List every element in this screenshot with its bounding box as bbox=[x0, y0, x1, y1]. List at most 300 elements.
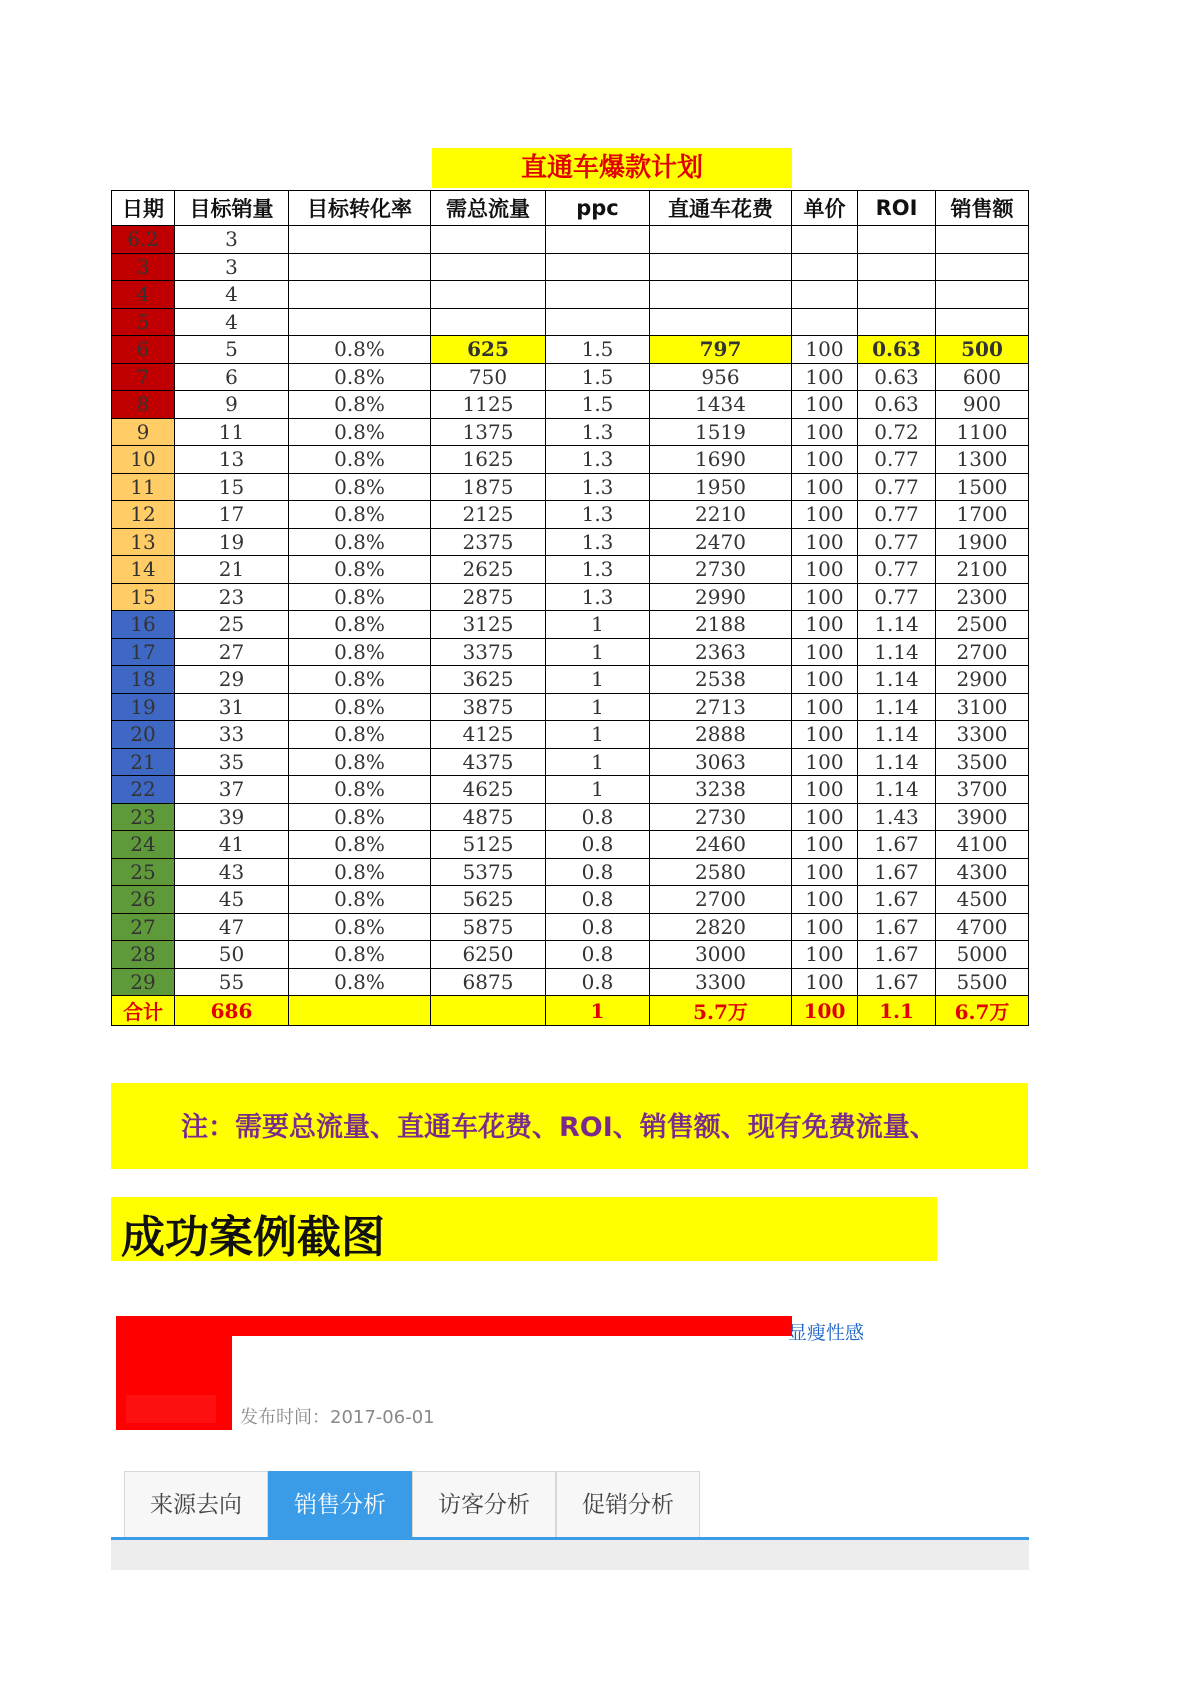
price-cell bbox=[792, 253, 858, 281]
conv-cell bbox=[289, 281, 431, 309]
sales-cell: 33 bbox=[175, 721, 289, 749]
ppc-cell: 1.3 bbox=[546, 446, 650, 474]
sales-cell: 17 bbox=[175, 501, 289, 529]
sales-cell: 37 bbox=[175, 776, 289, 804]
ppc-cell bbox=[546, 281, 650, 309]
ppc-cell: 1 bbox=[546, 638, 650, 666]
sales-cell: 35 bbox=[175, 748, 289, 776]
roi-cell bbox=[858, 253, 936, 281]
date-cell: 6 bbox=[112, 336, 175, 364]
table-row bbox=[112, 556, 1029, 584]
roi-cell: 1.67 bbox=[858, 858, 936, 886]
roi-cell: 1.14 bbox=[858, 638, 936, 666]
conv-cell: 0.8% bbox=[289, 913, 431, 941]
total-revenue: 6.7万 bbox=[936, 996, 1029, 1026]
plan-title: 直通车爆款计划 bbox=[432, 148, 792, 188]
conv-cell: 0.8% bbox=[289, 363, 431, 391]
roi-cell: 0.77 bbox=[858, 473, 936, 501]
ppc-cell: 1.5 bbox=[546, 336, 650, 364]
price-cell: 100 bbox=[792, 418, 858, 446]
sales-cell: 29 bbox=[175, 666, 289, 694]
table-row bbox=[112, 363, 1029, 391]
ppc-cell bbox=[546, 253, 650, 281]
roi-cell: 1.14 bbox=[858, 776, 936, 804]
ppc-cell: 0.8 bbox=[546, 858, 650, 886]
cost-cell: 1519 bbox=[650, 418, 792, 446]
table-row bbox=[112, 583, 1029, 611]
table-row bbox=[112, 308, 1029, 336]
total-traffic bbox=[431, 996, 546, 1026]
table-row bbox=[112, 941, 1029, 969]
traffic-cell: 4125 bbox=[431, 721, 546, 749]
cost-cell: 3063 bbox=[650, 748, 792, 776]
price-cell: 100 bbox=[792, 803, 858, 831]
cost-cell bbox=[650, 308, 792, 336]
sales-cell: 3 bbox=[175, 226, 289, 254]
roi-cell: 1.14 bbox=[858, 748, 936, 776]
ppc-cell: 0.8 bbox=[546, 831, 650, 859]
cost-cell: 797 bbox=[650, 336, 792, 364]
traffic-cell bbox=[431, 308, 546, 336]
redaction-block-small bbox=[126, 1395, 216, 1423]
traffic-cell: 4625 bbox=[431, 776, 546, 804]
traffic-cell: 2875 bbox=[431, 583, 546, 611]
ppc-cell bbox=[546, 226, 650, 254]
cost-cell: 2990 bbox=[650, 583, 792, 611]
product-title-link[interactable]: 显瘦性感 bbox=[788, 1322, 865, 1344]
roi-cell: 1.14 bbox=[858, 611, 936, 639]
date-cell: 3 bbox=[112, 253, 175, 281]
sales-cell: 25 bbox=[175, 611, 289, 639]
cost-cell: 1690 bbox=[650, 446, 792, 474]
roi-cell: 0.77 bbox=[858, 446, 936, 474]
tab-promotion-analysis[interactable]: 促销分析 bbox=[556, 1471, 700, 1537]
ppc-cell: 0.8 bbox=[546, 886, 650, 914]
roi-cell: 1.67 bbox=[858, 913, 936, 941]
tab-source[interactable]: 来源去向 bbox=[124, 1471, 268, 1537]
header-roi: ROI bbox=[858, 191, 936, 226]
date-cell: 23 bbox=[112, 803, 175, 831]
cost-cell: 2470 bbox=[650, 528, 792, 556]
date-cell: 7 bbox=[112, 363, 175, 391]
revenue-cell bbox=[936, 281, 1029, 309]
revenue-cell: 4300 bbox=[936, 858, 1029, 886]
roi-cell bbox=[858, 281, 936, 309]
revenue-cell: 600 bbox=[936, 363, 1029, 391]
revenue-cell: 4700 bbox=[936, 913, 1029, 941]
roi-cell: 0.72 bbox=[858, 418, 936, 446]
revenue-cell: 500 bbox=[936, 336, 1029, 364]
date-cell: 24 bbox=[112, 831, 175, 859]
revenue-cell: 2900 bbox=[936, 666, 1029, 694]
conv-cell: 0.8% bbox=[289, 968, 431, 996]
conv-cell bbox=[289, 253, 431, 281]
date-cell: 17 bbox=[112, 638, 175, 666]
price-cell: 100 bbox=[792, 638, 858, 666]
revenue-cell: 2300 bbox=[936, 583, 1029, 611]
table-row bbox=[112, 281, 1029, 309]
traffic-cell: 750 bbox=[431, 363, 546, 391]
date-cell: 15 bbox=[112, 583, 175, 611]
sales-cell: 47 bbox=[175, 913, 289, 941]
conv-cell: 0.8% bbox=[289, 611, 431, 639]
cost-cell: 3000 bbox=[650, 941, 792, 969]
traffic-cell: 2125 bbox=[431, 501, 546, 529]
conv-cell: 0.8% bbox=[289, 941, 431, 969]
header-ad-cost: 直通车花费 bbox=[650, 191, 792, 226]
date-cell: 14 bbox=[112, 556, 175, 584]
conv-cell: 0.8% bbox=[289, 418, 431, 446]
ppc-cell: 1.5 bbox=[546, 363, 650, 391]
case-title: 成功案例截图 bbox=[121, 1212, 385, 1263]
price-cell: 100 bbox=[792, 583, 858, 611]
revenue-cell bbox=[936, 253, 1029, 281]
note-banner bbox=[111, 1083, 1028, 1169]
date-cell: 16 bbox=[112, 611, 175, 639]
cost-cell: 3238 bbox=[650, 776, 792, 804]
table-row bbox=[112, 803, 1029, 831]
sales-cell: 23 bbox=[175, 583, 289, 611]
cost-cell: 1434 bbox=[650, 391, 792, 419]
revenue-cell bbox=[936, 226, 1029, 254]
sales-cell: 21 bbox=[175, 556, 289, 584]
conv-cell bbox=[289, 308, 431, 336]
price-cell: 100 bbox=[792, 913, 858, 941]
conv-cell: 0.8% bbox=[289, 721, 431, 749]
sales-cell: 19 bbox=[175, 528, 289, 556]
sales-cell: 41 bbox=[175, 831, 289, 859]
price-cell: 100 bbox=[792, 776, 858, 804]
sales-cell: 55 bbox=[175, 968, 289, 996]
traffic-cell: 5875 bbox=[431, 913, 546, 941]
cost-cell: 2363 bbox=[650, 638, 792, 666]
roi-cell: 0.77 bbox=[858, 528, 936, 556]
sales-cell: 11 bbox=[175, 418, 289, 446]
roi-cell: 1.67 bbox=[858, 831, 936, 859]
roi-cell bbox=[858, 226, 936, 254]
analysis-tabs bbox=[124, 1471, 700, 1537]
traffic-cell: 3125 bbox=[431, 611, 546, 639]
roi-cell: 0.77 bbox=[858, 583, 936, 611]
price-cell bbox=[792, 226, 858, 254]
conv-cell: 0.8% bbox=[289, 583, 431, 611]
table-row bbox=[112, 418, 1029, 446]
total-conv bbox=[289, 996, 431, 1026]
revenue-cell: 3500 bbox=[936, 748, 1029, 776]
traffic-cell bbox=[431, 226, 546, 254]
table-row bbox=[112, 968, 1029, 996]
date-cell: 29 bbox=[112, 968, 175, 996]
conv-cell: 0.8% bbox=[289, 693, 431, 721]
price-cell: 100 bbox=[792, 666, 858, 694]
price-cell: 100 bbox=[792, 693, 858, 721]
traffic-cell bbox=[431, 281, 546, 309]
price-cell: 100 bbox=[792, 501, 858, 529]
roi-cell: 0.63 bbox=[858, 391, 936, 419]
price-cell: 100 bbox=[792, 748, 858, 776]
conv-cell: 0.8% bbox=[289, 336, 431, 364]
table-row bbox=[112, 446, 1029, 474]
header-row bbox=[112, 191, 1029, 226]
traffic-cell: 625 bbox=[431, 336, 546, 364]
tab-content-area bbox=[111, 1540, 1029, 1570]
revenue-cell: 5000 bbox=[936, 941, 1029, 969]
total-cost: 5.7万 bbox=[650, 996, 792, 1026]
sales-cell: 3 bbox=[175, 253, 289, 281]
revenue-cell: 4500 bbox=[936, 886, 1029, 914]
conv-cell: 0.8% bbox=[289, 776, 431, 804]
date-cell: 20 bbox=[112, 721, 175, 749]
table-row bbox=[112, 886, 1029, 914]
revenue-cell: 1500 bbox=[936, 473, 1029, 501]
date-cell: 12 bbox=[112, 501, 175, 529]
total-row bbox=[112, 996, 1029, 1026]
cost-cell: 956 bbox=[650, 363, 792, 391]
price-cell: 100 bbox=[792, 528, 858, 556]
date-cell: 21 bbox=[112, 748, 175, 776]
total-roi: 1.1 bbox=[858, 996, 936, 1026]
ppc-cell: 0.8 bbox=[546, 803, 650, 831]
table-row bbox=[112, 528, 1029, 556]
tab-visitor-analysis[interactable]: 访客分析 bbox=[412, 1471, 556, 1537]
table-row bbox=[112, 831, 1029, 859]
roi-cell: 0.77 bbox=[858, 556, 936, 584]
roi-cell: 1.67 bbox=[858, 941, 936, 969]
date-cell: 6.2 bbox=[112, 226, 175, 254]
roi-cell: 0.63 bbox=[858, 336, 936, 364]
revenue-cell bbox=[936, 308, 1029, 336]
sales-cell: 9 bbox=[175, 391, 289, 419]
revenue-cell: 2100 bbox=[936, 556, 1029, 584]
ppc-cell: 0.8 bbox=[546, 913, 650, 941]
note-text: 注：需要总流量、直通车花费、ROI、销售额、现有免费流量、 bbox=[181, 1112, 937, 1143]
roi-cell: 1.14 bbox=[858, 693, 936, 721]
conv-cell: 0.8% bbox=[289, 473, 431, 501]
cost-cell: 2700 bbox=[650, 886, 792, 914]
roi-cell: 0.63 bbox=[858, 363, 936, 391]
total-sales: 686 bbox=[175, 996, 289, 1026]
sales-cell: 4 bbox=[175, 281, 289, 309]
traffic-cell: 1375 bbox=[431, 418, 546, 446]
header-date: 日期 bbox=[112, 191, 175, 226]
price-cell: 100 bbox=[792, 363, 858, 391]
table-row bbox=[112, 501, 1029, 529]
conv-cell: 0.8% bbox=[289, 501, 431, 529]
date-cell: 9 bbox=[112, 418, 175, 446]
ppc-cell: 1 bbox=[546, 693, 650, 721]
ppc-cell: 1 bbox=[546, 611, 650, 639]
ppc-cell: 1.3 bbox=[546, 583, 650, 611]
revenue-cell: 3700 bbox=[936, 776, 1029, 804]
cost-cell: 2730 bbox=[650, 803, 792, 831]
traffic-cell: 2375 bbox=[431, 528, 546, 556]
traffic-cell: 3625 bbox=[431, 666, 546, 694]
cost-cell: 2210 bbox=[650, 501, 792, 529]
sales-cell: 43 bbox=[175, 858, 289, 886]
sales-cell: 5 bbox=[175, 336, 289, 364]
traffic-cell: 5125 bbox=[431, 831, 546, 859]
date-cell: 13 bbox=[112, 528, 175, 556]
sales-cell: 6 bbox=[175, 363, 289, 391]
sales-cell: 31 bbox=[175, 693, 289, 721]
traffic-cell: 5375 bbox=[431, 858, 546, 886]
table-row bbox=[112, 858, 1029, 886]
total-label: 合计 bbox=[112, 996, 175, 1026]
conv-cell: 0.8% bbox=[289, 858, 431, 886]
date-cell: 11 bbox=[112, 473, 175, 501]
sales-cell: 50 bbox=[175, 941, 289, 969]
cost-cell bbox=[650, 281, 792, 309]
cost-cell: 2820 bbox=[650, 913, 792, 941]
roi-cell: 1.14 bbox=[858, 721, 936, 749]
ppc-cell: 0.8 bbox=[546, 968, 650, 996]
ppc-cell: 1.5 bbox=[546, 391, 650, 419]
table-row bbox=[112, 336, 1029, 364]
table-row bbox=[112, 721, 1029, 749]
price-cell: 100 bbox=[792, 473, 858, 501]
traffic-cell: 1625 bbox=[431, 446, 546, 474]
cost-cell: 2713 bbox=[650, 693, 792, 721]
publish-time: 发布时间：2017-06-01 bbox=[240, 1407, 435, 1428]
revenue-cell: 3300 bbox=[936, 721, 1029, 749]
revenue-cell: 3100 bbox=[936, 693, 1029, 721]
table-row bbox=[112, 638, 1029, 666]
date-cell: 18 bbox=[112, 666, 175, 694]
date-cell: 19 bbox=[112, 693, 175, 721]
traffic-cell bbox=[431, 253, 546, 281]
ppc-cell: 1.3 bbox=[546, 473, 650, 501]
sales-cell: 45 bbox=[175, 886, 289, 914]
table-row bbox=[112, 693, 1029, 721]
traffic-cell: 5625 bbox=[431, 886, 546, 914]
revenue-cell: 1700 bbox=[936, 501, 1029, 529]
traffic-cell: 4875 bbox=[431, 803, 546, 831]
header-total-traffic: 需总流量 bbox=[431, 191, 546, 226]
ppc-cell: 1 bbox=[546, 748, 650, 776]
revenue-cell: 2700 bbox=[936, 638, 1029, 666]
revenue-cell: 3900 bbox=[936, 803, 1029, 831]
conv-cell: 0.8% bbox=[289, 556, 431, 584]
table-row bbox=[112, 253, 1029, 281]
sales-cell: 15 bbox=[175, 473, 289, 501]
ppc-cell: 1.3 bbox=[546, 528, 650, 556]
table-row bbox=[112, 748, 1029, 776]
price-cell: 100 bbox=[792, 336, 858, 364]
roi-cell: 1.67 bbox=[858, 968, 936, 996]
ppc-cell: 1 bbox=[546, 776, 650, 804]
cost-cell: 3300 bbox=[650, 968, 792, 996]
ppc-cell: 0.8 bbox=[546, 941, 650, 969]
ppc-cell bbox=[546, 308, 650, 336]
date-cell: 5 bbox=[112, 308, 175, 336]
table-row bbox=[112, 776, 1029, 804]
ppc-cell: 1 bbox=[546, 666, 650, 694]
revenue-cell: 5500 bbox=[936, 968, 1029, 996]
total-ppc: 1 bbox=[546, 996, 650, 1026]
cost-cell: 1950 bbox=[650, 473, 792, 501]
revenue-cell: 900 bbox=[936, 391, 1029, 419]
price-cell: 100 bbox=[792, 858, 858, 886]
table-row bbox=[112, 473, 1029, 501]
conv-cell: 0.8% bbox=[289, 528, 431, 556]
conv-cell: 0.8% bbox=[289, 446, 431, 474]
table-row bbox=[112, 611, 1029, 639]
ppc-cell: 1.3 bbox=[546, 556, 650, 584]
date-cell: 28 bbox=[112, 941, 175, 969]
table-row bbox=[112, 666, 1029, 694]
cost-cell bbox=[650, 226, 792, 254]
traffic-cell: 1875 bbox=[431, 473, 546, 501]
cost-cell: 2538 bbox=[650, 666, 792, 694]
roi-cell bbox=[858, 308, 936, 336]
price-cell: 100 bbox=[792, 611, 858, 639]
conv-cell: 0.8% bbox=[289, 666, 431, 694]
revenue-cell: 1900 bbox=[936, 528, 1029, 556]
cost-cell bbox=[650, 253, 792, 281]
revenue-cell: 2500 bbox=[936, 611, 1029, 639]
date-cell: 4 bbox=[112, 281, 175, 309]
sales-cell: 4 bbox=[175, 308, 289, 336]
conv-cell: 0.8% bbox=[289, 831, 431, 859]
cost-cell: 2730 bbox=[650, 556, 792, 584]
price-cell: 100 bbox=[792, 941, 858, 969]
date-cell: 26 bbox=[112, 886, 175, 914]
table-row bbox=[112, 913, 1029, 941]
tab-sales-analysis[interactable]: 销售分析 bbox=[268, 1471, 412, 1537]
conv-cell: 0.8% bbox=[289, 638, 431, 666]
ppc-cell: 1 bbox=[546, 721, 650, 749]
price-cell: 100 bbox=[792, 831, 858, 859]
header-unit-price: 单价 bbox=[792, 191, 858, 226]
table-row bbox=[112, 226, 1029, 254]
traffic-cell: 6875 bbox=[431, 968, 546, 996]
roi-cell: 1.43 bbox=[858, 803, 936, 831]
traffic-cell: 6250 bbox=[431, 941, 546, 969]
traffic-cell: 3875 bbox=[431, 693, 546, 721]
price-cell: 100 bbox=[792, 446, 858, 474]
price-cell bbox=[792, 281, 858, 309]
date-cell: 22 bbox=[112, 776, 175, 804]
price-cell bbox=[792, 308, 858, 336]
cost-cell: 2460 bbox=[650, 831, 792, 859]
conv-cell: 0.8% bbox=[289, 748, 431, 776]
traffic-cell: 3375 bbox=[431, 638, 546, 666]
ppc-cell: 1.3 bbox=[546, 418, 650, 446]
table-row bbox=[112, 391, 1029, 419]
price-cell: 100 bbox=[792, 391, 858, 419]
roi-cell: 1.67 bbox=[858, 886, 936, 914]
revenue-cell: 1100 bbox=[936, 418, 1029, 446]
sales-cell: 13 bbox=[175, 446, 289, 474]
roi-cell: 0.77 bbox=[858, 501, 936, 529]
traffic-cell: 1125 bbox=[431, 391, 546, 419]
header-conversion-rate: 目标转化率 bbox=[289, 191, 431, 226]
plan-table bbox=[111, 190, 1029, 1026]
date-cell: 25 bbox=[112, 858, 175, 886]
conv-cell: 0.8% bbox=[289, 886, 431, 914]
date-cell: 27 bbox=[112, 913, 175, 941]
ppc-cell: 1.3 bbox=[546, 501, 650, 529]
price-cell: 100 bbox=[792, 886, 858, 914]
case-banner bbox=[111, 1197, 937, 1261]
revenue-cell: 1300 bbox=[936, 446, 1029, 474]
cost-cell: 2580 bbox=[650, 858, 792, 886]
total-price: 100 bbox=[792, 996, 858, 1026]
price-cell: 100 bbox=[792, 721, 858, 749]
sales-cell: 39 bbox=[175, 803, 289, 831]
price-cell: 100 bbox=[792, 556, 858, 584]
cost-cell: 2888 bbox=[650, 721, 792, 749]
